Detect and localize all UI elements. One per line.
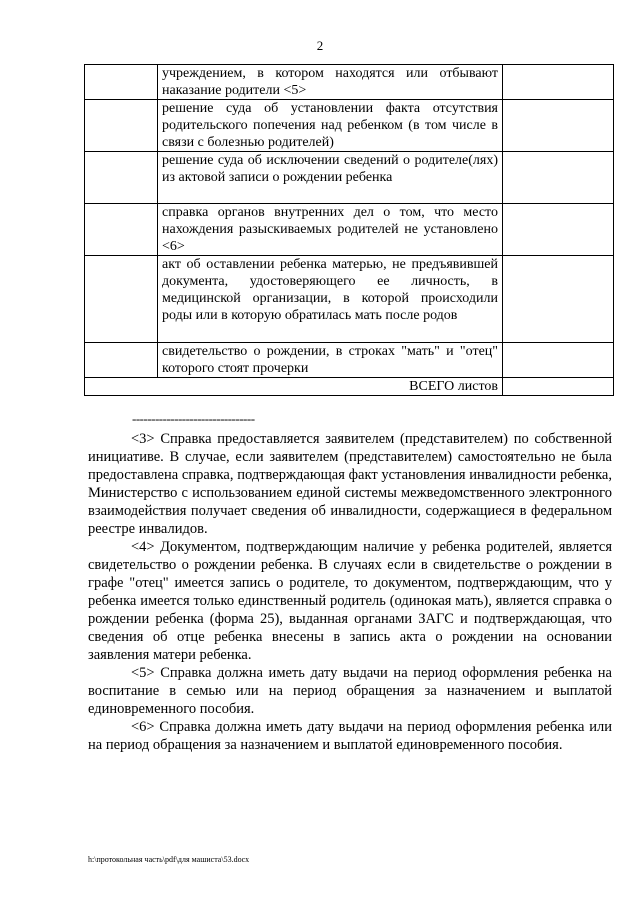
footnote-5: <5> Справка должна иметь дату выдачи на период оформления ребенка на воспитание в семью или на период обращения за назначением и выплатой единовременного пособия. <box>88 665 612 717</box>
table-cell-empty <box>85 256 158 343</box>
table-total-row <box>85 378 614 396</box>
table-cell-document: учреждением, в котором находятся или отбывают наказание родители <5> <box>158 65 503 100</box>
table-cell-empty <box>503 256 614 343</box>
file-path-footer: h:\протокольная часть\pdf\для машиста\53.docx <box>88 855 250 864</box>
table-cell-document: акт об оставлении ребенка матерью, не предъявившей документа, удостоверяющего ее личность, в медицинской организации, в которой происходили роды или в которую обратилась мать после родов <box>158 256 503 343</box>
table-row <box>85 343 614 378</box>
table-cell-empty <box>85 65 158 100</box>
table-row <box>85 65 614 100</box>
total-label: ВСЕГО листов <box>85 378 503 396</box>
table-cell-empty <box>85 152 158 204</box>
table-cell-document: свидетельство о рождении, в строках "мать" и "отец" которого стоят прочерки <box>158 343 503 378</box>
footnote-separator: -------------------------------- <box>132 411 255 426</box>
footnotes <box>88 430 612 754</box>
table-cell-document: решение суда об установлении факта отсутствия родительского попечения над ребенком (в том числе в связи с болезнью родителей) <box>158 100 503 152</box>
table-cell-empty <box>85 343 158 378</box>
table-cell-empty <box>503 152 614 204</box>
footnote-4: <4> Документом, подтверждающим наличие у ребенка родителей, является свидетельство о рождении ребенка. В случаях если в свидетельстве о рождении в графе "отец" имеется запись о родителе, то документом, подтверждающим, что у ребенка имеется только единственный родитель (одинокая мать), является справка о рождении ребенка (форма 25), выданная органами ЗАГС и подтверждающая, что сведения об отце ребенка внесены в запись акта о рождении на основании заявления матери ребенка. <box>88 539 612 663</box>
table-cell-empty <box>503 100 614 152</box>
table-cell-document: решение суда об исключении сведений о родителе(лях) из актовой записи о рождении ребенка <box>158 152 503 204</box>
table-cell-document: справка органов внутренних дел о том, что место нахождения разыскиваемых родителей не установлено <6> <box>158 204 503 256</box>
table-row <box>85 152 614 204</box>
documents-table <box>84 64 614 396</box>
footnote-6: <6> Справка должна иметь дату выдачи на период оформления ребенка или на период обращения за назначением и выплатой единовременного пособия. <box>88 719 612 753</box>
total-value-cell <box>503 378 614 396</box>
table-row <box>85 204 614 256</box>
table-row <box>85 256 614 343</box>
page-number: 2 <box>316 38 324 53</box>
table-cell-empty <box>85 100 158 152</box>
table-cell-empty <box>85 204 158 256</box>
footnote-3: <3> Справка предоставляется заявителем (представителем) по собственной инициативе. В случае, если заявителем (представителем) самостоятельно не была предоставлена справка, подтверждающая факт установления инвалидности ребенка, Министерство с использованием единой системы межведомственного электронного взаимодействия получает сведения об инвалидности, содержащиеся в федеральном реестре инвалидов. <box>88 431 612 537</box>
table-row <box>85 100 614 152</box>
table-cell-empty <box>503 204 614 256</box>
table-cell-empty <box>503 65 614 100</box>
table-cell-empty <box>503 343 614 378</box>
